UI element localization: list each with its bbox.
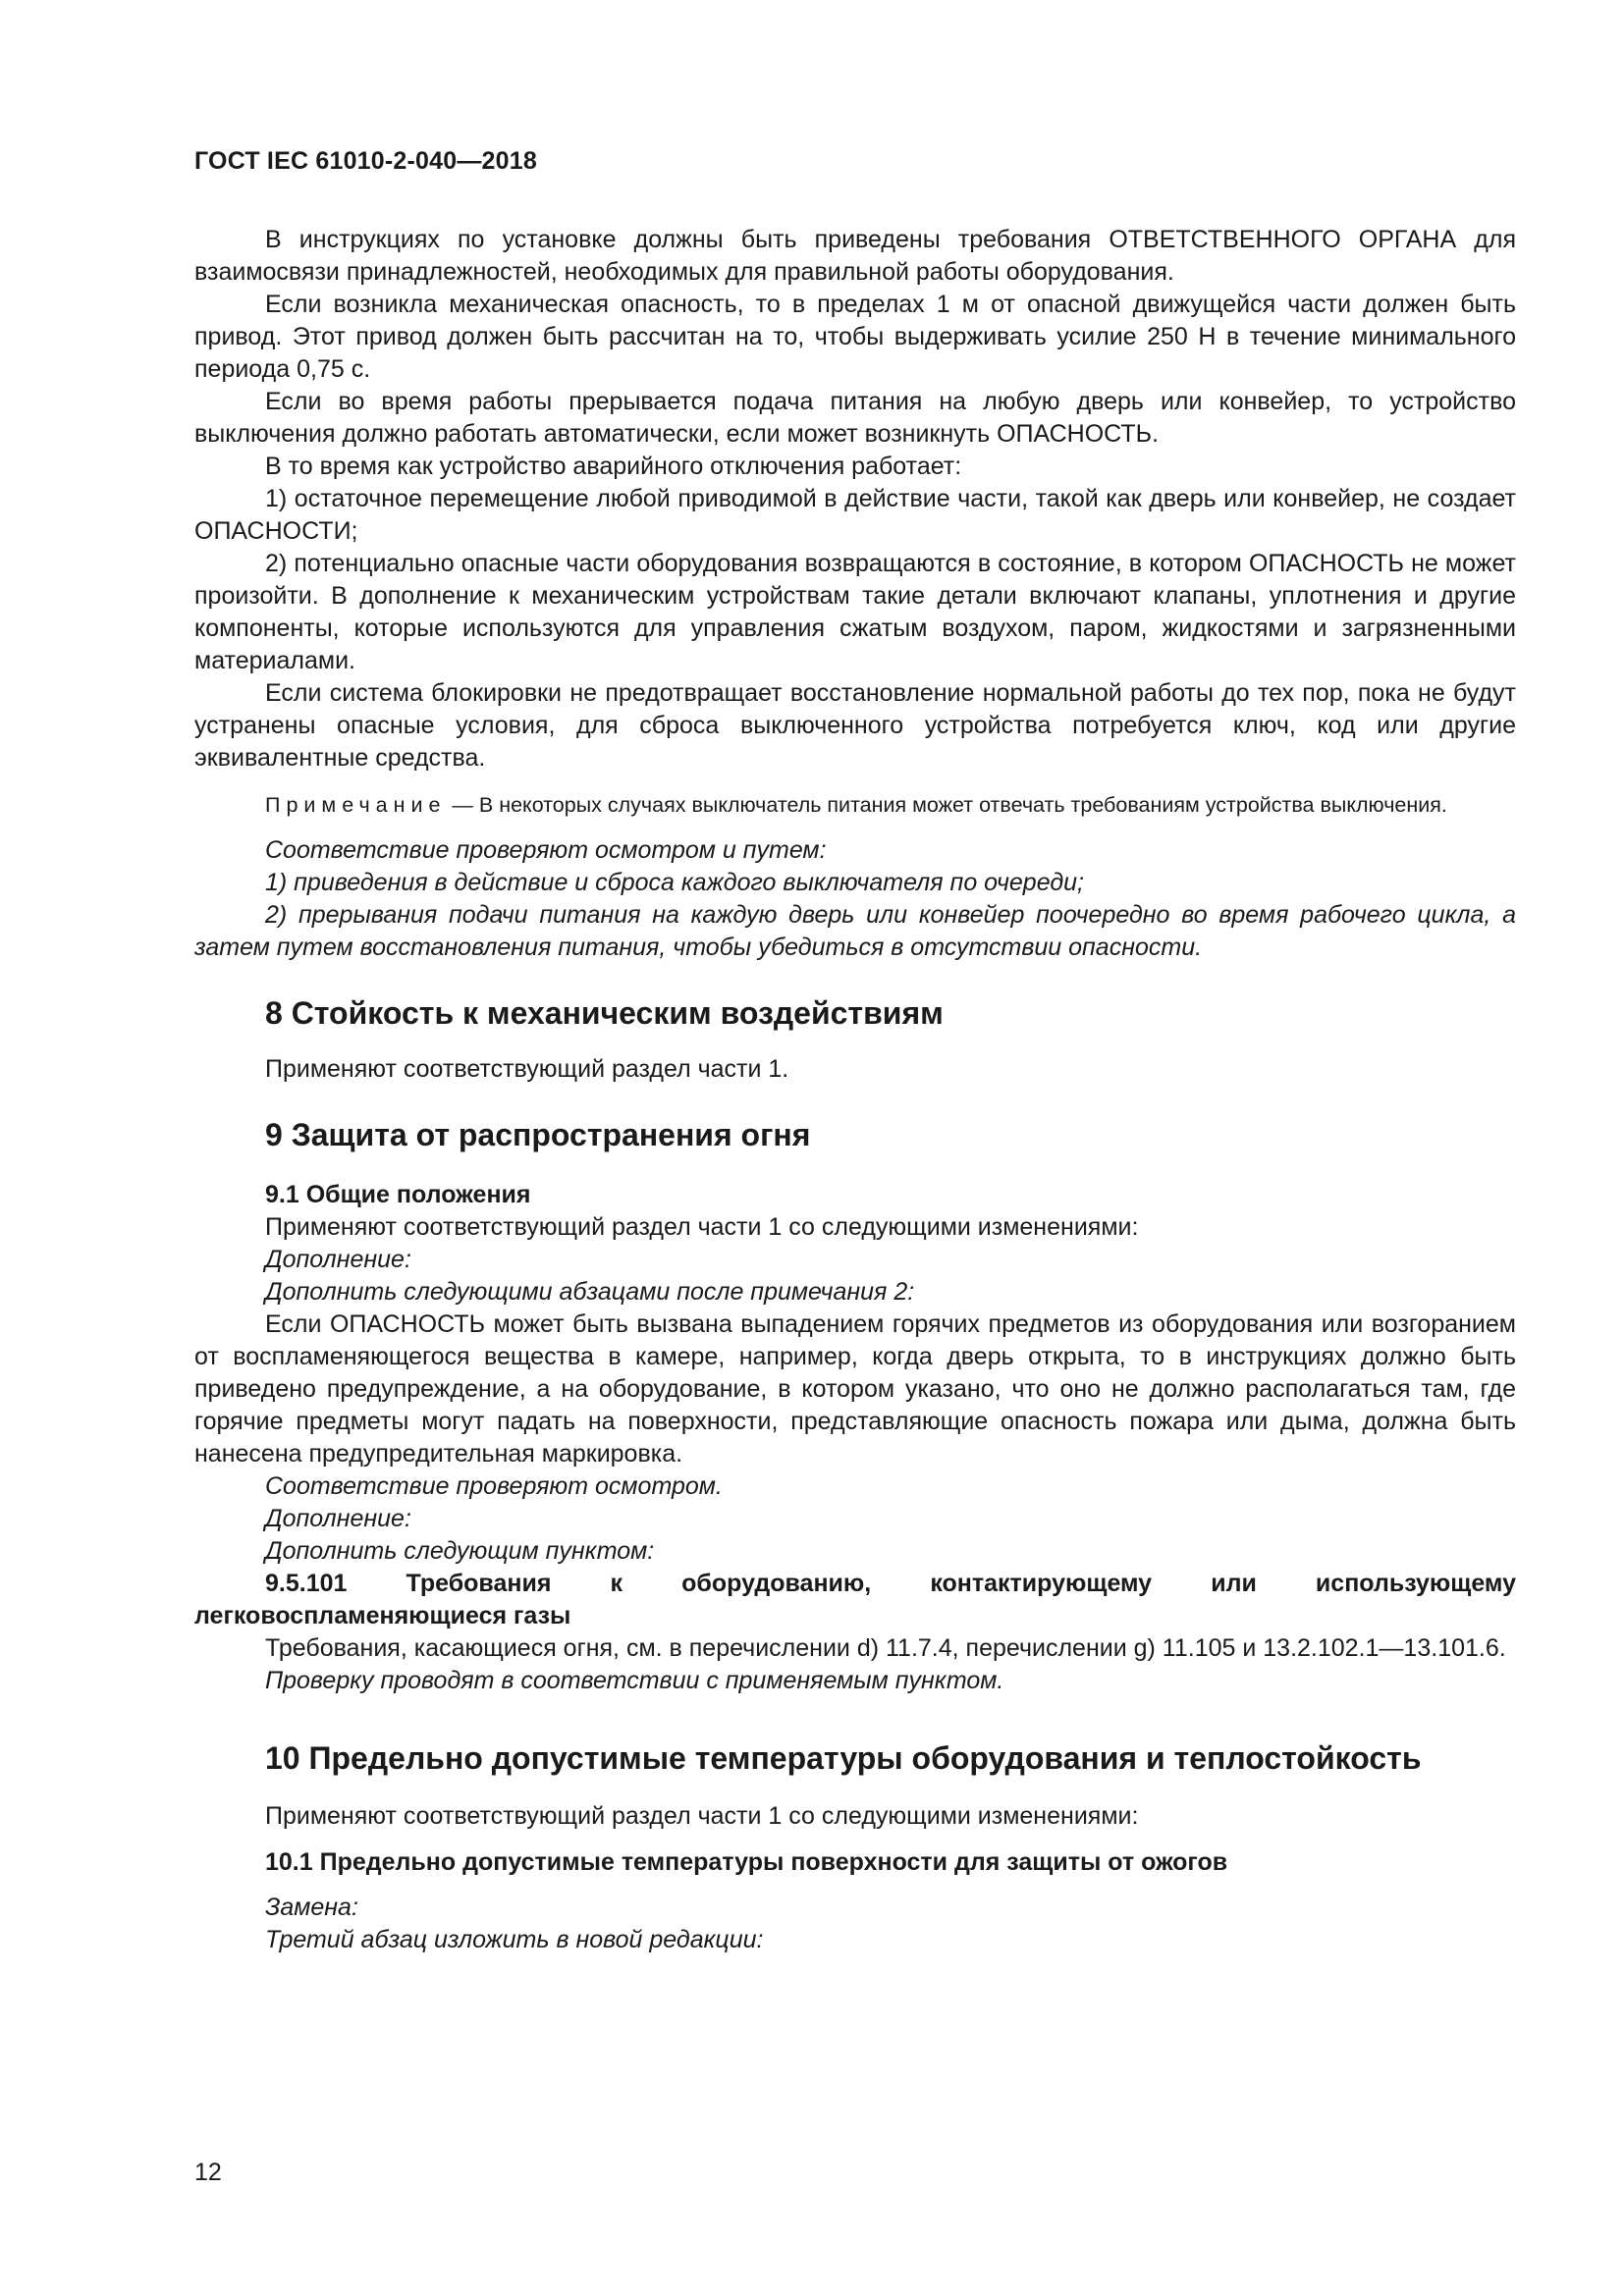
amendment-instruction: Третий абзац изложить в новой редакции: bbox=[265, 1926, 764, 1953]
compliance-text: Соответствие проверяют осмотром. bbox=[265, 1472, 723, 1500]
note-text: — В некоторых случаях выключатель питания может отвечать требованиям устройства выключения. bbox=[446, 793, 1447, 817]
paragraph: Применяют соответствующий раздел части 1 со следующими изменениями: bbox=[265, 1802, 1139, 1830]
section-9-title: 9 Защита от распространения огня bbox=[265, 1117, 811, 1152]
amendment-label: Дополнение: bbox=[265, 1246, 411, 1273]
subsection-9-5-101-title: 9.5.101 Требования к оборудованию, контактирующему или использующему легковоспламеняющиеся газы bbox=[194, 1570, 1516, 1629]
list-item: 1) остаточное перемещение любой приводимой в действие части, такой как дверь или конвейер, не создает ОПАСНОСТИ; bbox=[194, 485, 1516, 545]
compliance-text: Соответствие проверяют осмотром и путем: bbox=[265, 836, 827, 864]
document-header: ГОСТ IEC 61010-2-040—2018 bbox=[194, 147, 537, 175]
paragraph: Применяют соответствующий раздел части 1 со следующими изменениями: bbox=[265, 1213, 1139, 1241]
note-label: Примечание bbox=[265, 793, 447, 817]
page-number: 12 bbox=[194, 2159, 222, 2186]
amendment-instruction: Дополнить следующими абзацами после примечания 2: bbox=[265, 1278, 915, 1306]
paragraph: В инструкциях по установке должны быть приведены требования ОТВЕТСТВЕННОГО ОРГАНА для взаимосвязи принадлежностей, необходимых для правильной работы оборудования. bbox=[194, 226, 1516, 286]
subsection-9-1-title: 9.1 Общие положения bbox=[265, 1181, 531, 1208]
section-10-title: 10 Предельно допустимые температуры оборудования и теплостойкость bbox=[265, 1740, 1422, 1776]
compliance-item: 1) приведения в действие и сброса каждого выключателя по очереди; bbox=[265, 869, 1084, 896]
compliance-item: 2) прерывания подачи питания на каждую дверь или конвейер поочередно во время рабочего цикла, а затем путем восстановления питания, чтобы убедиться в отсутствии опасности. bbox=[194, 901, 1516, 961]
amendment-label: Дополнение: bbox=[265, 1505, 411, 1532]
section-8-title: 8 Стойкость к механическим воздействиям bbox=[265, 995, 944, 1031]
paragraph: Если ОПАСНОСТЬ может быть вызвана выпадением горячих предметов из оборудования или возгоранием от воспламеняющегося вещества в камере, например, когда дверь открыта, то в инструкциях должно быть приведено предупреждение, а на оборудование, в котором указано, что оно не должно располагаться там, где горячие предметы могут падать на поверхности, представляющие опасность пожара или дыма, должна быть нанесена предупредительная маркировка. bbox=[194, 1310, 1516, 1468]
subsection-10-1-title: 10.1 Предельно допустимые температуры поверхности для защиты от ожогов bbox=[265, 1848, 1228, 1876]
paragraph: Если система блокировки не предотвращает восстановление нормальной работы до тех пор, пока не будут устранены опасные условия, для сброса выключенного устройства потребуется ключ, код или другие эквивалентные средства. bbox=[194, 679, 1516, 772]
paragraph: В то время как устройство аварийного отключения работает: bbox=[265, 453, 962, 480]
paragraph: Применяют соответствующий раздел части 1. bbox=[265, 1055, 789, 1083]
note bbox=[194, 790, 1516, 821]
paragraph: Требования, касающиеся огня, см. в перечислении d) 11.7.4, перечислении g) 11.105 и 13.2.102.1—13.101.6. bbox=[265, 1634, 1506, 1662]
paragraph: Если во время работы прерывается подача питания на любую дверь или конвейер, то устройство выключения должно работать автоматически, если может возникнуть ОПАСНОСТЬ. bbox=[194, 388, 1516, 448]
compliance-text: Проверку проводят в соответствии с применяемым пунктом. bbox=[265, 1667, 1004, 1694]
amendment-label: Замена: bbox=[265, 1894, 358, 1921]
amendment-instruction: Дополнить следующим пунктом: bbox=[265, 1537, 655, 1565]
list-item: 2) потенциально опасные части оборудования возвращаются в состояние, в котором ОПАСНОСТЬ не может произойти. В дополнение к механическим устройствам такие детали включают клапаны, уплотнения и другие компоненты, которые используются для управления сжатым воздухом, паром, жидкостями и загрязненными материалами. bbox=[194, 550, 1516, 674]
document-body bbox=[194, 224, 1516, 1956]
paragraph: Если возникла механическая опасность, то в пределах 1 м от опасной движущейся части должен быть привод. Этот привод должен быть рассчитан на то, чтобы выдерживать усилие 250 Н в течение минимального периода 0,75 с. bbox=[194, 291, 1516, 383]
